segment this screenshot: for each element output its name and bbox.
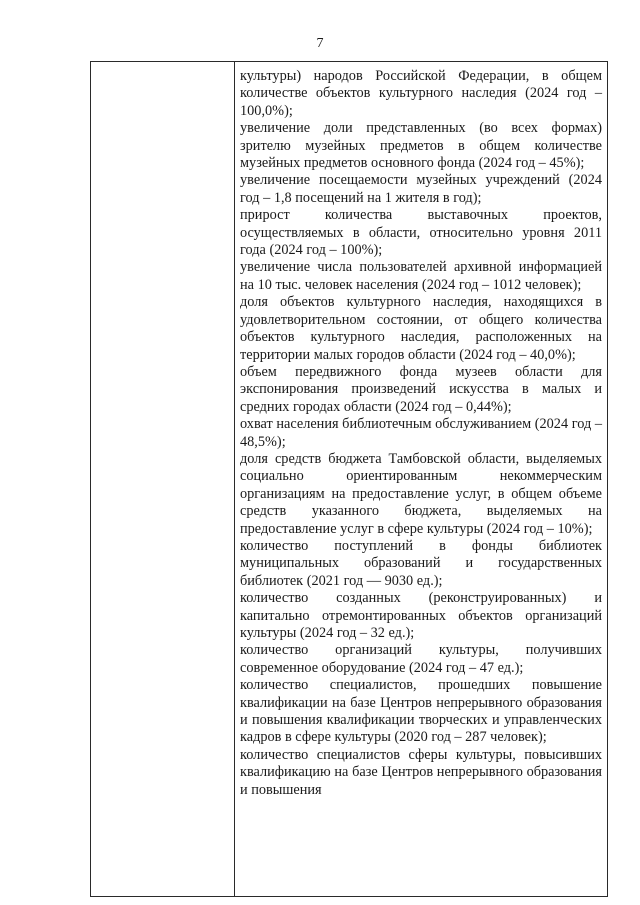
indicators-table bbox=[90, 61, 608, 897]
indicator-item: количество поступлений в фонды библиотек муниципальных образований и государственных библиотек (2021 год — 9030 ед.); bbox=[240, 537, 602, 589]
indicator-item: количество специалистов сферы культуры, повысивших квалификацию на базе Центров непрерывного образования и повышения bbox=[240, 746, 602, 798]
indicators-cell bbox=[240, 68, 602, 799]
indicator-item: культуры) народов Российской Федерации, в общем количестве объектов культурного наследия (2024 год – 100,0%); bbox=[240, 68, 602, 119]
indicator-item: количество организаций культуры, получивших современное оборудование (2024 год – 47 ед.); bbox=[240, 642, 602, 676]
indicator-item: увеличение посещаемости музейных учреждений (2024 год – 1,8 посещений на 1 жителя в год); bbox=[240, 172, 602, 206]
indicator-item: доля средств бюджета Тамбовской области, выделяемых социально ориентированным некоммерческим организациям на предоставление услуг, в общем объеме средств указанного бюджета, выделяемых на предоставление услуг в сфере культуры (2024 год – 10%); bbox=[240, 450, 602, 537]
indicator-item: охват населения библиотечным обслуживанием (2024 год – 48,5%); bbox=[240, 416, 602, 450]
indicator-item: увеличение доли представленных (во всех формах) зрителю музейных предметов в общем количестве музейных предметов основного фонда (2024 год – 45%); bbox=[240, 120, 602, 172]
indicator-item: количество созданных (реконструированных) и капитально отремонтированных объектов организаций культуры (2024 год – 32 ед.); bbox=[240, 590, 602, 641]
indicator-item: прирост количества выставочных проектов, осуществляемых в области, относительно уровня 2011 года (2024 год – 100%); bbox=[240, 207, 602, 259]
page-number: 7 bbox=[316, 36, 324, 51]
indicator-item: количество специалистов, прошедших повышение квалификации на базе Центров непрерывного образования и повышения квалификации творческих и управленческих кадров в сфере культуры (2020 год – 287 человек); bbox=[240, 677, 602, 746]
column-divider bbox=[234, 62, 235, 896]
indicator-item: увеличение числа пользователей архивной информацией на 10 тыс. человек населения (2024 год – 1012 человек); bbox=[240, 259, 602, 293]
indicator-item: доля объектов культурного наследия, находящихся в удовлетворительном состоянии, от общего количества объектов культурного наследия, расположенных на территории малых городов области (2024 год – 40,0%); bbox=[240, 294, 602, 363]
indicator-item: объем передвижного фонда музеев области для экспонирования произведений искусства в малых и средних городах области (2024 год – 0,44%); bbox=[240, 363, 602, 415]
